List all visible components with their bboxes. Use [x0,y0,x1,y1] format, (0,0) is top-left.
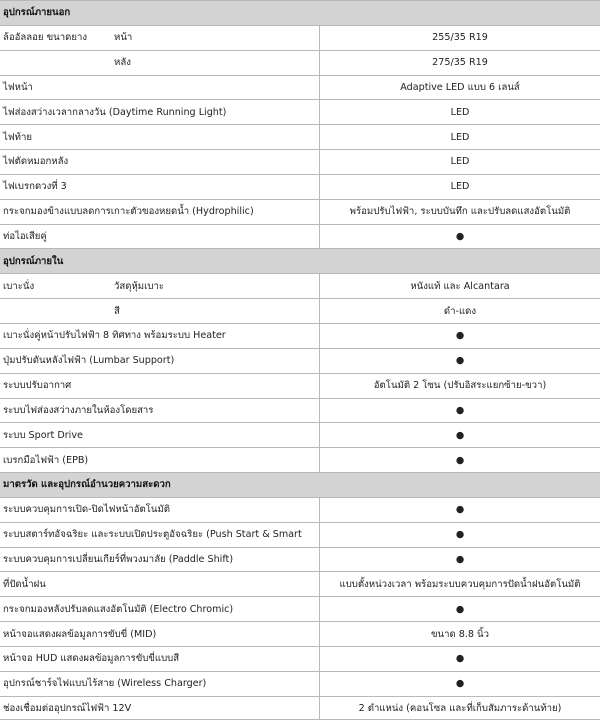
bullet-dot-icon: ● [455,231,465,243]
spec-label: กระจกมองข้างแบบลดการเกาะตัวของหยดน้ำ (Hydrophilic) [3,206,254,218]
spec-label-cell [0,225,320,249]
spec-row [0,522,600,547]
spec-value-cell [320,523,600,547]
spec-label-cell [0,76,320,100]
spec-label: ระบบปรับอากาศ [3,380,72,392]
spec-label: ระบบควบคุมการเปลี่ยนเกียร์ที่พวงมาลัย (Paddle Shift) [3,553,234,565]
spec-value: Adaptive LED แบบ 6 เลนส์ [400,81,520,93]
spec-value-cell [320,26,600,50]
spec-label: เบาะนั่ง [3,280,35,292]
spec-label-cell [0,672,320,696]
spec-label-cell [0,647,320,671]
spec-value: LED [450,131,470,143]
spec-value-cell [320,423,600,447]
spec-label: ท่อไอเสียคู่ [3,231,47,243]
spec-row [0,273,600,298]
spec-label-cell [0,523,320,547]
spec-sublabel: หลัง [114,57,131,69]
spec-value-cell [320,299,600,323]
spec-row [0,25,600,50]
spec-label-cell [0,572,320,596]
spec-label-cell [0,597,320,621]
spec-row [0,547,600,572]
spec-sublabel: สี [114,305,120,317]
bullet-dot-icon: ● [455,653,465,665]
spec-label-cell [0,274,320,298]
spec-value-cell [320,76,600,100]
spec-row [0,398,600,423]
spec-label-cell [0,150,320,174]
spec-value-cell [320,274,600,298]
spec-row [0,447,600,472]
spec-value: อัตโนมัติ 2 โซน (ปรับอิสระแยกซ้าย-ขวา) [373,380,547,392]
spec-row [0,373,600,398]
spec-label-cell [0,125,320,149]
spec-row [0,646,600,671]
spec-label: อุปกรณ์ชาร์จไฟแบบไร้สาย (Wireless Charger) [3,678,207,690]
bullet-dot-icon: ● [455,529,465,541]
spec-label: เบาะนั่งคู่หน้าปรับไฟฟ้า 8 ทิศทาง พร้อมระบบ Heater [3,330,226,342]
spec-row [0,298,600,323]
spec-row [0,99,600,124]
spec-label: ระบบ Sport Drive [3,429,83,441]
spec-label: เบรกมือไฟฟ้า (EPB) [3,454,89,466]
spec-label-cell [0,423,320,447]
spec-value: หนังแท้ และ Alcantara [410,280,510,292]
bullet-dot-icon: ● [455,355,465,367]
spec-value-cell [320,324,600,348]
spec-label: ระบบไฟส่องสว่างภายในห้องโดยสาร [3,404,154,416]
spec-label-cell [0,175,320,199]
bullet-dot-icon: ● [455,429,465,441]
spec-row [0,323,600,348]
spec-row [0,174,600,199]
spec-value-cell [320,647,600,671]
spec-value-cell [320,572,600,596]
spec-label: ระบบควบคุมการเปิด-ปิดไฟหน้าอัตโนมัติ [3,504,170,516]
spec-label: ล้ออัลลอย ขนาดยาง [3,32,88,44]
spec-label-cell [0,374,320,398]
spec-row [0,124,600,149]
spec-label: ระบบสตาร์ทอัจฉริยะ และระบบเปิดประตูอัจฉริยะ (Push Start & Smart [3,529,302,541]
spec-value-cell [320,672,600,696]
spec-value: LED [450,181,470,193]
spec-row [0,422,600,447]
bullet-dot-icon: ● [455,603,465,615]
spec-value: ดำ-แดง [443,305,477,317]
spec-label-cell [0,622,320,646]
spec-label: ไฟท้าย [3,131,32,143]
spec-label: ที่ปัดน้ำฝน [3,578,46,590]
bullet-dot-icon: ● [455,553,465,565]
spec-value: 2 ตำแหน่ง (คอนโซล และที่เก็บสัมภาระด้านท้าย) [358,702,562,714]
spec-row [0,199,600,224]
spec-value-cell [320,150,600,174]
spec-label: ไฟตัดหมอกหลัง [3,156,69,168]
spec-row [0,224,600,249]
section-header: อุปกรณ์ภายใน [0,248,600,273]
spec-value: LED [450,156,470,168]
spec-value-cell [320,697,600,720]
spec-label-cell [0,548,320,572]
spec-row [0,348,600,373]
spec-sublabel: วัสดุหุ้มเบาะ [114,280,165,292]
spec-label-cell [0,498,320,522]
spec-value-cell [320,51,600,75]
bullet-dot-icon: ● [455,454,465,466]
spec-label: ช่องเชื่อมต่ออุปกรณ์ไฟฟ้า 12V [3,702,132,714]
spec-row [0,696,600,720]
bullet-dot-icon: ● [455,404,465,416]
spec-value-cell [320,448,600,472]
spec-label: ไฟส่องสว่างเวลากลางวัน (Daytime Running Light) [3,106,227,118]
bullet-dot-icon: ● [455,678,465,690]
spec-label-cell [0,51,320,75]
spec-label-cell [0,324,320,348]
spec-row [0,149,600,174]
spec-value-cell [320,622,600,646]
spec-value: ขนาด 8.8 นิ้ว [430,628,490,640]
spec-value: 275/35 R19 [432,57,488,69]
spec-row [0,596,600,621]
spec-value: แบบตั้งหน่วงเวลา พร้อมระบบควบคุมการปัดน้ำฝนอัตโนมัติ [339,578,581,590]
spec-value-cell [320,597,600,621]
spec-row [0,50,600,75]
spec-value: LED [450,106,470,118]
spec-value-cell [320,100,600,124]
spec-value-cell [320,125,600,149]
spec-row [0,671,600,696]
bullet-dot-icon: ● [455,504,465,516]
spec-value-cell [320,548,600,572]
spec-value-cell [320,225,600,249]
spec-value-cell [320,374,600,398]
spec-label: หน้าจอ HUD แสดงผลข้อมูลการขับขี่แบบสี [3,653,180,665]
spec-value: พร้อมปรับไฟฟ้า, ระบบบันทึก และปรับลดแสงอัตโนมัติ [349,206,571,218]
spec-row [0,75,600,100]
spec-sublabel: หน้า [114,32,133,44]
spec-label-cell [0,100,320,124]
spec-label: หน้าจอแสดงผลข้อมูลการขับขี่ (MID) [3,628,157,640]
spec-value-cell [320,200,600,224]
spec-label-cell [0,26,320,50]
spec-label-cell [0,697,320,720]
spec-value-cell [320,399,600,423]
spec-value: 255/35 R19 [432,32,488,44]
spec-row [0,497,600,522]
spec-value-cell [320,498,600,522]
spec-label: ไฟเบรกดวงที่ 3 [3,181,67,193]
spec-label-cell [0,448,320,472]
spec-value-cell [320,175,600,199]
section-header: มาตรวัด และอุปกรณ์อำนวยความสะดวก [0,472,600,497]
spec-value-cell [320,349,600,373]
bullet-dot-icon: ● [455,330,465,342]
section-header: อุปกรณ์ภายนอก [0,0,600,25]
spec-label-cell [0,299,320,323]
spec-label-cell [0,200,320,224]
spec-label-cell [0,349,320,373]
spec-label: กระจกมองหลังปรับลดแสงอัตโนมัติ (Electro Chromic) [3,603,234,615]
spec-row [0,621,600,646]
spec-label: ปุ่มปรับดันหลังไฟฟ้า (Lumbar Support) [3,355,175,367]
spec-row [0,571,600,596]
spec-label-cell [0,399,320,423]
spec-label: ไฟหน้า [3,81,33,93]
